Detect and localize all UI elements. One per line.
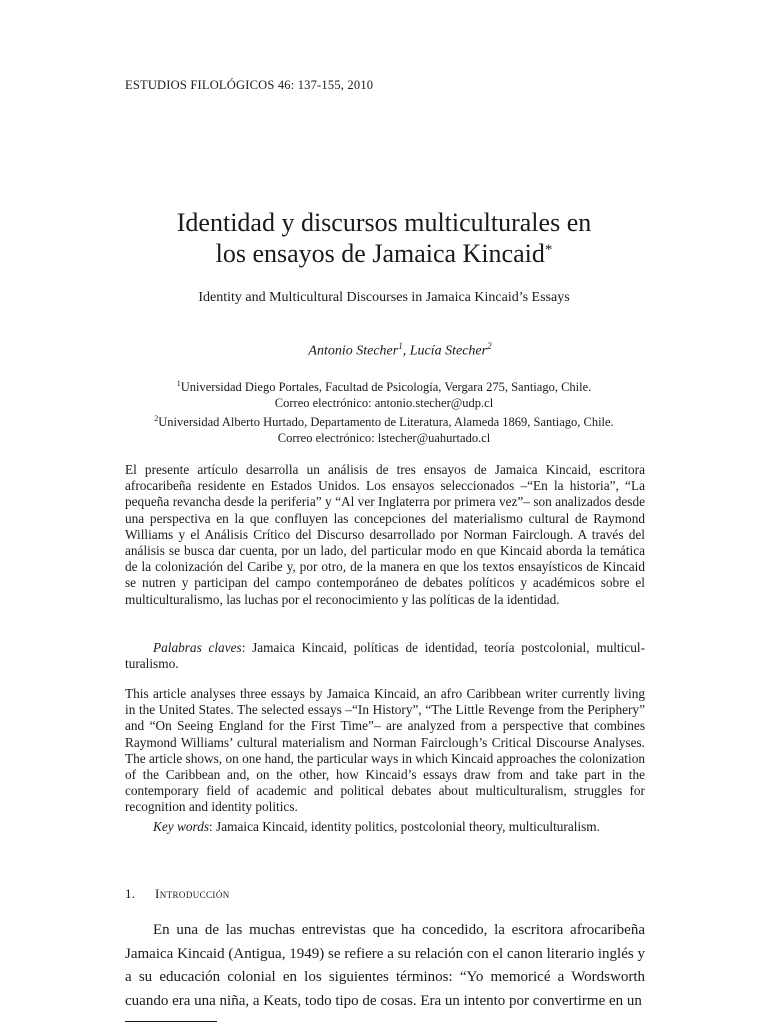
title-line-2-text: los ensayos de Jamaica Kincaid <box>215 239 545 268</box>
section-number: 1. <box>125 886 136 901</box>
body-paragraph: En una de las muchas entrevistas que ha concedido, la escritora afrocaribeña Jamaica Kincaid (Antigua, 1949) se refiere a su relación con el canon literario inglés y a su educación colonial en los siguientes términos: “Yo memoricé a Wordsworth cuando era una niña, a Keats, todo tipo de cosas. Era un intento por convertirme en un <box>125 922 645 1009</box>
keywords-label: Key words <box>153 819 210 834</box>
author-list <box>0 341 768 360</box>
english-title: Identity and Multicultural Discourses in Jamaica Kincaid’s Essays <box>198 290 570 305</box>
footnote-separator <box>125 1021 217 1022</box>
affiliation-email[interactable]: Correo electrónico: antonio.stecher@udp.cl <box>274 396 494 411</box>
keywords-english <box>125 819 645 835</box>
section-title: Introducción <box>155 886 230 901</box>
author-separator: , <box>402 343 410 359</box>
title-line-1: Identidad y discursos multiculturales en <box>176 208 592 237</box>
keywords-spanish <box>125 640 645 672</box>
affiliation-email[interactable]: Correo electrónico: lstecher@uahurtado.cl <box>277 431 491 446</box>
affiliations <box>0 376 768 446</box>
affiliation-marker: 1 <box>176 379 181 388</box>
keywords-text: : Jamaica Kincaid, identity politics, postcolonial theory, multiculturalism. <box>209 819 600 834</box>
title-line-2 <box>0 238 768 269</box>
keywords-text: : Jamaica Kincaid, políticas de identidad, teoría postcolonial, multiculturalismo. <box>125 640 645 672</box>
affiliation-text: Universidad Diego Portales, Facultad de Psicología, Vergara 275, Santiago, Chile. <box>180 380 592 395</box>
affiliation-institution <box>0 411 768 430</box>
author-name: Antonio Stecher <box>308 343 399 359</box>
affiliation-marker: 2 <box>154 414 159 424</box>
abstract-english: This article analyses three essays by Jamaica Kincaid, an afro Caribbean writer currently living in the United States. The selected essays –“In History”, “The Little Revenge from the Periphery” and “On Seeing England for the First Time”– are analyzed from a perspective that combines Raymond Williams’ cultural materialism and Norman Fairclough’s Critical Discourse Analyses. The article shows, on one hand, the particular ways in which Kincaid approaches the colonization of the Caribbean and, on the other, how Kincaid’s essays draw from and take part in the contemporary field of academic and political debates about multiculturalism, struggles for recognition and identity politics. <box>125 686 645 815</box>
abstract-spanish: El presente artículo desarrolla un análisis de tres ensayos de Jamaica Kincaid, escritora afrocaribeña residente en Estados Unidos. Los ensayos seleccionados –“En la historia”, “La pequeña revancha desde la periferia” y “Al ver Inglaterra por primera vez”– son analizados desde una perspectiva en la que confluyen las concepciones del materialismo cultural de Raymond Williams y el Análisis Crítico del Discurso desarrollado por Norman Fairclough. A través del análisis se busca dar cuenta, por un lado, del particular modo en que Kincaid aborda la temática de la colonización del Caribe y, por otro, de la manera en que los textos ensayísticos de Kincaid se nutren y participan del campo contemporáneo de debates políticos y académicos sobre el multiculturalismo, las luchas por el reconocimiento y las políticas de la identidad. <box>125 462 645 607</box>
title-footnote-marker[interactable]: * <box>544 242 553 258</box>
keywords-label: Palabras claves <box>153 640 242 655</box>
author-affiliation-marker: 2 <box>487 341 492 351</box>
author-name: Lucía Stecher <box>409 343 488 359</box>
affiliation-text: Universidad Alberto Hurtado, Departamento de Literatura, Alameda 1869, Santiago, Chile. <box>158 415 614 430</box>
paper-title <box>0 207 768 269</box>
affiliation-institution <box>0 376 768 395</box>
journal-citation: ESTUDIOS FILOLÓGICOS 46: 137-155, 2010 <box>125 78 374 92</box>
section-heading <box>125 886 230 902</box>
author-affiliation-marker: 1 <box>398 341 403 351</box>
